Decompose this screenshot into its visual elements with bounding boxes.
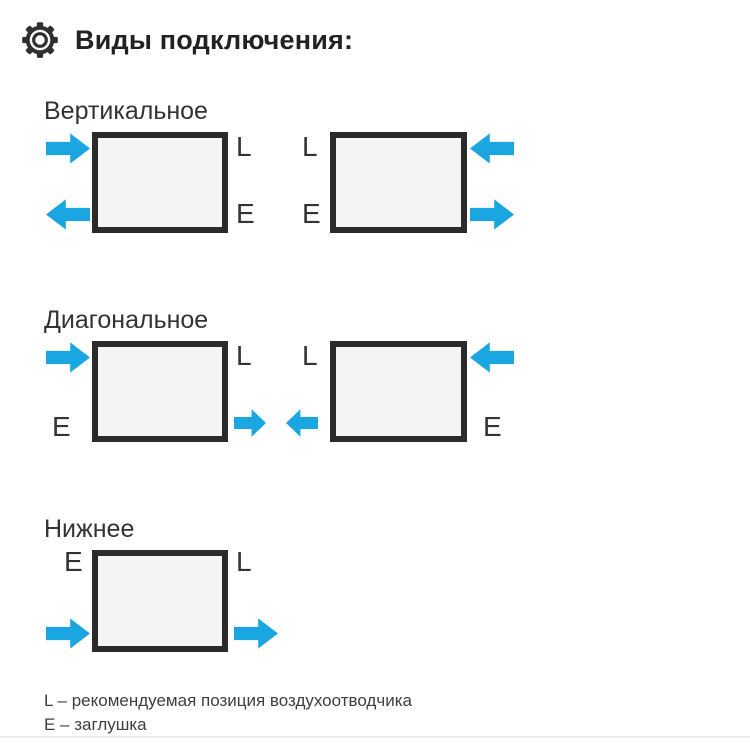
inlet-arrow-left-icon (470, 341, 514, 374)
port-label-plug: E (236, 198, 255, 229)
port-label-air-vent: L (236, 340, 252, 371)
inlet-arrow-left-icon (470, 132, 514, 165)
outlet-arrow-left-icon (46, 198, 90, 231)
port-label-plug: E (302, 198, 321, 229)
port-label-plug: E (483, 411, 502, 442)
radiator-bottom (92, 550, 228, 652)
outlet-arrow-right-icon (234, 617, 278, 650)
inlet-arrow-right-icon (46, 341, 90, 374)
radiator-vertical-right (330, 132, 467, 233)
page-title: Виды подключения: (75, 25, 354, 55)
section-title-vertical: Вертикальное (44, 97, 208, 125)
section-title-bottom: Нижнее (44, 515, 135, 543)
port-label-air-vent: L (236, 131, 252, 162)
outlet-arrow-left-icon (286, 408, 318, 438)
inlet-arrow-right-icon (46, 132, 90, 165)
inlet-arrow-right-icon (46, 617, 90, 650)
bottom-divider (0, 736, 750, 738)
legend-air-vent: L – рекомендуемая позиция воздухоотводчика (44, 691, 412, 710)
radiator-diagonal-left (92, 341, 228, 442)
radiator-vertical-left (92, 132, 228, 233)
port-label-plug: E (52, 411, 71, 442)
gear-icon (21, 21, 59, 59)
section-title-diagonal: Диагональное (44, 306, 209, 334)
port-label-air-vent: L (302, 340, 318, 371)
port-label-air-vent: L (302, 131, 318, 162)
port-label-plug: E (64, 546, 83, 577)
outlet-arrow-right-icon (234, 408, 266, 438)
legend-plug: E – заглушка (44, 715, 147, 734)
port-label-air-vent: L (236, 546, 252, 577)
radiator-diagonal-right (330, 341, 467, 442)
outlet-arrow-right-icon (470, 198, 514, 231)
